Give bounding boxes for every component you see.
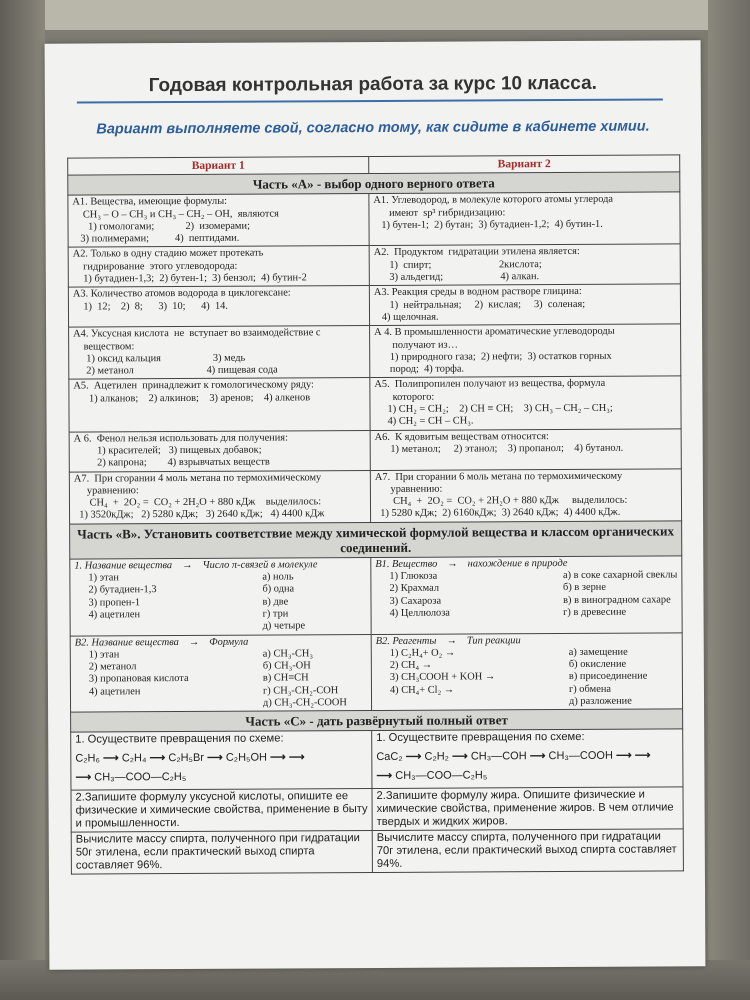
scheme-substance: CH₃—COH [470, 750, 527, 763]
question-line: гидрирование этого углеводорода: [72, 260, 238, 273]
part-a-v2-cell [369, 284, 680, 326]
match-header-right: Тип реакции [466, 634, 521, 647]
part-b-b1-v2-cell [371, 556, 682, 634]
question-line: А 6. Фенол нельзя использовать для получения: [73, 432, 288, 445]
part-a-question-row [69, 429, 681, 472]
part-b-b2-v1-cell [70, 634, 371, 712]
scheme-substance: C₂H₄ [121, 752, 147, 765]
scheme-line-2 [376, 768, 678, 784]
part-c-v1-cell: 2.Запишите формулу уксусной кислоты, опишите ее физические и химические свойства, применение в быту и промышленности. [71, 789, 372, 833]
match-header-right: нахождение в природе [467, 557, 568, 570]
match-right-item: г) в древесине [563, 606, 627, 618]
part-a-v2-cell [370, 429, 681, 471]
arrow-icon: ⟶ [402, 751, 425, 764]
match-left-item: 2) CH₄ → [389, 659, 433, 672]
question-line: 1) гомологами; 2) изомерами; [72, 220, 250, 233]
scheme-substance: CH₃—COOH [548, 750, 613, 763]
match-header-right: Число π-связей в молекуле [202, 559, 318, 571]
arrow-icon: ⟶ [203, 752, 226, 765]
arrow-icon: ⟶ [146, 752, 169, 765]
arrow-icon: ⟶ [634, 749, 651, 762]
question-line: А4. Уксусная кислота не вступает во взаимодействие с [73, 327, 321, 340]
part-a-v1-cell [69, 470, 370, 524]
match-left-item: 3) пропановая кислота [88, 673, 189, 685]
match-right-item: б) окисление [568, 658, 627, 671]
arrow-icon: ⟶ [266, 751, 289, 764]
part-a-v1-cell [68, 286, 369, 327]
part-c-v2-cell: Вычислите массу спирта, полученного при гидратации 70г этилена, если практический выход спирта составляет 94%. [372, 829, 683, 873]
question-line: 1) метанол; 2) этанол; 3) пропанол; 4) бутанол. [374, 442, 624, 455]
question-line: 1) бутен-1; 2) бутан; 3) бутадиен-1,2; 4) бутин-1. [373, 218, 603, 231]
question-line: А1. Углеводород, в молекуле которого атомы углерода [373, 194, 614, 207]
match-right-item: б) CH₃-OH [262, 660, 311, 672]
arrow-icon: → [446, 635, 457, 647]
question-line: 4) CH₂ = CH – CH₃. [374, 415, 474, 428]
question-line: 1) природного газа; 2) нефти; 3) остатков горных [374, 350, 612, 363]
scheme-question: 1. Осуществите превращения по схеме: [75, 732, 284, 746]
question-line: А1. Вещества, имеющие формулы: [72, 196, 228, 208]
match-grid [75, 648, 367, 711]
match-left-item: 3) Сахароза [389, 595, 442, 607]
question-line: 1) 5280 кДж; 2) 6160кДж; 3) 2640 кДж; 4) 4400 кДж. [375, 507, 621, 520]
match-right-item: б) одна [262, 583, 295, 595]
question-line: 2) метанол 4) пищевая сода [73, 364, 278, 377]
scheme-line-2 [75, 769, 367, 785]
match-left-item [75, 621, 219, 634]
arrow-icon: → [188, 636, 200, 648]
question-line: 3) полимерами; 4) пептидами. [72, 232, 240, 245]
background-left [0, 0, 45, 1000]
part-a-question-row [69, 468, 681, 523]
question-line: А2. Только в одну стадию может протекать [72, 248, 264, 261]
part-c-header: Часть «С» - дать развёрнутый полный ответ [71, 709, 683, 732]
match-left-item: 1) этан [88, 649, 120, 661]
part-a-v1-cell [68, 246, 369, 287]
part-c-question-row [71, 787, 683, 832]
question-line: 1) 12; 2) 8; 3) 10; 4) 14. [72, 300, 228, 313]
part-a-header: Часть «А» - выбор одного верного ответа [68, 172, 680, 195]
part-b-b1-v1-cell [70, 557, 371, 635]
arrow-icon: ⟶ [526, 750, 549, 763]
question-line: имеют sp³ гибридизацию: [373, 206, 506, 219]
part-c-v1-cell: Вычислите массу спирта, полученного при гидратации 50г этилена, если практический выход спирта составляет 96%. [71, 831, 372, 875]
exam-sheet [45, 40, 706, 969]
match-left-item: 1) C₂H₄+ O₂ → [389, 647, 456, 659]
part-b-question-row [70, 556, 682, 636]
match-header-right: Формула [209, 636, 249, 648]
match-right-item: б) в зерне [563, 582, 606, 594]
match-header-left: В2. Название вещества [74, 636, 179, 649]
arrow-icon: ⟶ [75, 771, 95, 784]
document-title: Годовая контрольная работа за курс 10 класса. [148, 72, 597, 97]
match-grid [376, 646, 678, 709]
part-a-v1-cell [69, 430, 370, 471]
part-c-v1-scheme-cell [71, 731, 372, 791]
match-right-item: д) CH₃-CH₂-COOH [263, 697, 347, 709]
question-line: А2. Продуктом гидратации этилена является: [373, 246, 580, 259]
scheme-substance: CH₃—COO—C₂H₅ [395, 769, 488, 783]
match-header-left: 1. Название вещества [74, 559, 173, 572]
question-line: CH₄ + 2O₂ = CO₂ + 2H₂O + 880 кДж выделилось: [374, 494, 628, 508]
part-a-v1-cell [68, 194, 369, 248]
part-a-question-row [68, 192, 680, 247]
part-b-question-row [70, 632, 682, 712]
question-line: 1) оксид кальция 3) медь [73, 352, 246, 365]
variant-1-header: Вариант 1 [68, 157, 369, 176]
part-c-v2-scheme-cell [372, 729, 683, 789]
question-line: А7. При сгорании 4 моль метана по термохимическому [73, 471, 322, 485]
part-a-v2-cell [370, 376, 681, 430]
question-line: 1) спирт; 2кислота; [373, 258, 542, 271]
question-line: А5. Ацетилен принадлежит к гомологическому ряду: [73, 379, 314, 393]
match-header-left: В1. Вещество [375, 558, 438, 570]
match-right-item: в) две [262, 596, 289, 608]
match-header-left: В2. Реагенты [375, 635, 437, 647]
match-right-item: д) четыре [262, 620, 306, 632]
question-line: 4) щелочная. [373, 311, 439, 323]
part-a-question-row [68, 284, 680, 327]
reaction-scheme [75, 750, 367, 785]
question-line: уравнению: [73, 485, 139, 497]
match-right-item: в) присоединение [568, 670, 648, 683]
match-right-item: г) три [262, 608, 289, 620]
match-left-item: 2) Крахмал [389, 582, 440, 595]
match-right-item: г) CH₃-CH₂-COH [262, 684, 339, 697]
match-grid [375, 569, 677, 620]
scheme-substance: C₂H₅OH [225, 751, 267, 765]
title-underline [77, 98, 663, 103]
reaction-scheme [376, 749, 678, 784]
part-c-question-row [71, 829, 683, 874]
part-a-v1-cell [69, 378, 370, 432]
question-line: 3) альдегид; 4) алкан. [373, 271, 540, 284]
scheme-substance: C₂H₅Br [168, 752, 204, 765]
question-line: А5. Полипропилен получают из вещества, формула [374, 378, 606, 391]
part-b-b2-v2-cell [371, 632, 682, 710]
variant-2-header: Вариант 2 [369, 155, 680, 174]
match-left-item: 4) CH₄+ Cl₂ → [389, 684, 455, 696]
match-left-item: 2) метанол [88, 661, 137, 673]
part-a-question-row [69, 376, 681, 431]
part-a-question-row [68, 244, 680, 287]
part-b-header: Часть «В». Установить соответствие между химической формулой вещества и классом органических соединений. [70, 521, 682, 559]
question-line: 1) красителей; 3) пищевых добавок; [73, 444, 262, 457]
match-left-item: 1) Глюкоза [389, 570, 438, 582]
match-right-item: а) в соке сахарной свеклы [562, 569, 678, 582]
question-line: 1) бутадиен-1,3; 2) бутен-1; 3) бензол; 4) бутин-2 [72, 272, 307, 285]
part-a-v1-cell [69, 326, 370, 380]
match-right-item: д) разложение [569, 695, 632, 707]
scheme-substance: C₂H₂ [424, 750, 449, 764]
match-right-item: а) ноль [262, 571, 294, 583]
arrow-icon: ⟶ [612, 749, 635, 763]
question-line: уравнению: [374, 483, 443, 495]
scheme-line-1 [75, 750, 367, 766]
part-c-v2-cell: 2.Запишите формулу жира. Опишите физические и химические свойства, применение жиров. В чем отличие твердых и жидких жиров. [372, 787, 683, 831]
match-right-item: в) CH≡CH [262, 672, 309, 684]
match-right-item: в) в виноградном сахаре [563, 594, 671, 606]
question-line: CH₃ – O – CH₃ и CH₃ – CH₂ – OH, являются [72, 208, 279, 221]
part-c-scheme-row [71, 729, 683, 790]
part-a-v2-cell [370, 468, 681, 522]
question-line: веществом: [73, 340, 135, 353]
question-line: А6. К ядовитым веществам относится: [374, 430, 549, 443]
arrow-icon: ⟶ [288, 751, 305, 764]
scheme-line-1 [376, 749, 678, 765]
part-a-v2-cell [369, 192, 680, 246]
match-right-item: а) CH₃-CH₃ [262, 648, 314, 660]
exam-table [67, 154, 684, 874]
question-line: 2) капрона; 4) взрывчатых веществ [73, 456, 270, 469]
match-left-item: 4) ацетилен [88, 685, 141, 698]
background-right [708, 0, 750, 1000]
question-line: которого: [374, 391, 435, 403]
arrow-icon: ⟶ [99, 752, 122, 765]
match-left-item: 3) CH₃COOH + KOH → [389, 671, 496, 684]
arrow-icon: → [447, 558, 458, 570]
scheme-question: 1. Осуществите превращения по схеме: [376, 731, 585, 745]
arrow-icon: ⟶ [448, 750, 471, 763]
question-line: А 4. В промышленности ароматические углеводороды [374, 326, 615, 339]
match-left-item: 4) Целлюлоза [389, 607, 450, 619]
question-line: 1) алканов; 2) алкинов; 3) аренов; 4) алкенов [73, 392, 311, 405]
match-right-item: а) замещение [568, 646, 628, 658]
question-line: 1) CH₂ = CH₂; 2) CH ≡ CH; 3) CH₃ – CH₂ – CH₃; [374, 402, 613, 416]
question-line: пород; 4) торфа. [374, 363, 465, 376]
match-left-item: 4) ацетилен [88, 609, 141, 621]
part-a-v2-cell [370, 324, 681, 378]
question-line: CH₄ + 2O₂ = CO₂ + 2H₂O + 880 кДж выделилось: [73, 496, 322, 509]
part-a-v2-cell [369, 244, 680, 286]
match-left-item [75, 698, 219, 711]
match-left-item: 2) бутадиен-1,3 [88, 584, 157, 596]
arrow-icon: ⟶ [376, 770, 396, 783]
match-grid [74, 571, 366, 634]
match-left-item [376, 696, 525, 709]
part-a-question-row [69, 324, 681, 379]
background-top [0, 0, 750, 30]
part-b-header-row [70, 521, 682, 559]
question-line: получают из… [374, 339, 459, 351]
question-line: А7. При сгорании 6 моль метана по термохимическому [374, 470, 623, 483]
question-line: 1) нейтральная; 2) кислая; 3) соленая; [373, 298, 586, 311]
question-line: А3. Реакция среды в водном растворе глицина: [373, 286, 582, 299]
match-left-item: 1) этан [88, 572, 119, 584]
match-left-item: 3) пропен-1 [88, 596, 141, 609]
scheme-substance: CH₃—COO—C₂H₅ [94, 771, 187, 784]
document-subtitle: Вариант выполняете свой, согласно тому, как сидите в кабинете химии. [96, 118, 650, 138]
scheme-substance: CaC₂ [376, 751, 403, 764]
arrow-icon: → [182, 559, 193, 571]
match-right-item: г) обмена [568, 683, 612, 695]
question-line: А3. Количество атомов водорода в циклогексане: [72, 287, 291, 300]
question-line: 1) 3520кДж; 2) 5280 кДж; 3) 2640 кДж; 4) 4400 кДж [74, 508, 325, 521]
scheme-substance: C₂H₆ [75, 752, 100, 765]
